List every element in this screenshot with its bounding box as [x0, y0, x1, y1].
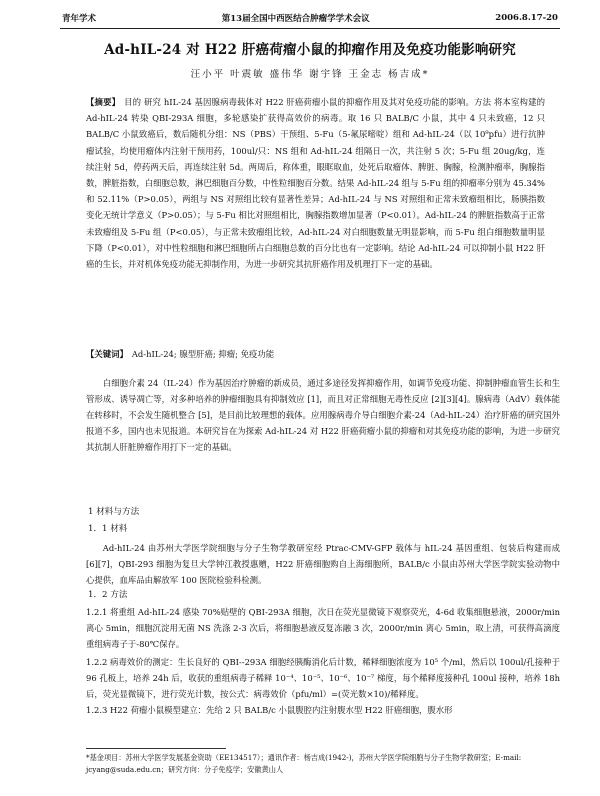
footnote: *基金项目：苏州大学医学发展基金资助（EE134517）；通讯作者：杨吉成(1942-)，苏州大学医学院细胞与分子生物学教研室；E-mail: jcyang@suda.edu.cn；研究方向：分子免疫学；安徽黄山人: [86, 753, 522, 774]
keywords: [86, 348, 545, 360]
method-paragraph-2: 1.2.2 病毒效价的测定：生长良好的 QBI--293A 细胞经胰酶消化后计数，稀释细胞浓度为 10⁵ 个/ml，然后以 100ul/孔接种于 96 孔板上，培养 24h 后，收获的重组病毒子稀释 10⁻⁴、10⁻⁵、10⁻⁶、10⁻⁷ 梯度，每个稀释度接种孔 100ul 接种，培养 18h 后，荧光显微镜下，进行荧光计数，按公式：病毒效价（pfu/ml）=(荧光数×10)/稀释度。: [86, 657, 560, 699]
author-list: 汪小平 叶震敏 盛伟华 谢宇锋 王金志 杨吉成*: [190, 69, 430, 80]
section-heading-methods: 1．2 方法: [88, 590, 128, 600]
section-heading-materials-methods: 1 材料与方法: [88, 507, 140, 517]
keywords-text: Ad-hIL-24; 腺型肝癌; 抑瘤; 免疫功能: [131, 349, 275, 359]
header-center: 第13届全国中西医结合肿瘤学学术会议: [221, 14, 370, 24]
paper-title: Ad-hIL-24 对 H22 肝癌荷瘤小鼠的抑瘤作用及免疫功能影响研究: [104, 42, 516, 58]
running-header: [62, 10, 558, 26]
header-divider: [60, 28, 560, 29]
method-paragraph-1: 1.2.1 将重组 Ad-hIL-24 感染 70%贴壁的 QBI-293A 细胞，次日在荧光显微镜下观察荧光，4-6d 收集细胞悬液，2000r/min 离心 5min，细胞沉淀用无菌 NS 洗涤 2-3 次后，将细胞悬液反复冻融 3 次，2000r/min 离心 5min，取上清，可获得高滴度重组病毒子于-80℃保存。: [86, 607, 560, 649]
section-heading-materials: 1．1 材料: [88, 524, 128, 534]
header-left: 青年学术: [62, 14, 97, 24]
abstract-label: 【摘要】: [86, 97, 121, 107]
footnote-divider: [86, 748, 226, 749]
introduction-paragraph: 白细胞介素 24（IL-24）作为基因治疗肿瘤的新成员，通过多途径发挥抑瘤作用，如调节免疫功能、抑制肿瘤血管生长和生管形成、诱导凋亡等，对多种培养的肿瘤细胞具有抑制效应 [1]，而且对正常细胞无毒性反应 [2][3][4]。腺病毒（AdV）载体能在转移时，不会发生随机整合 [5]，是目前比较理想的载体。应用腺病毒介导白细胞介素-24（Ad-hIL-24）治疗肝癌的研究国外报道不多，国内也未见报道。本研究旨在为探索 Ad-hIL-24 对 H22 肝癌荷瘤小鼠的抑瘤和对其免疫功能的影响，为进一步研究其抗制人肝脏肿瘤作用打下一定的基础。: [86, 378, 560, 452]
method-paragraph-3: 1.2.3 H22 荷瘤小鼠模型建立：先给 2 只 BALB/c 小鼠腹腔内注射腹水型 H22 肝癌细胞，腹水形: [86, 705, 453, 715]
keywords-label: 【关键词】: [86, 349, 128, 359]
materials-paragraph: Ad-hIL-24 由苏州大学医学院细胞与分子生物学教研室经 Ptrac-CMV-GFP 载体与 hIL-24 基因重组、包装后构建而成 [6][7]，QBI-293 细胞为复旦大学钟江教授惠赠，H22 肝癌细胞购自上海细胞所，BALB/c 小鼠由苏州大学医学院实验动物中心提供，血库品由解放军 100 医院检验科检测。: [86, 543, 560, 585]
abstract-text: 目的 研究 hIL-24 基因腺病毒载体对 H22 肝癌荷瘤小鼠的抑瘤作用及其对免疫功能的影响。方法 将本室构建的 Ad-hIL-24 转染 QBI-293A 细胞，多轮感染扩获得高效价的病毒。取 16 只 BALB/C 小鼠，其中 4 只未致癌，12 只 BALB/C 小鼠致癌后，数后随机分组：NS（PBS）干预组、5-Fu（5-氟尿嘧啶）组和 Ad-hIL-24（以 10⁹pfu）进行抗肿瘤试验，均使用瘤体内注射干预用药，100ul/只：NS 组和 Ad-hIL-24 组隔日一次，共注射 5 次；5-Fu 组 20ug/kg，连续注射 5d，停药两天后，再连续注射 5d。两周后，称体重，眼眶取血，处死后取瘤体、脾脏、胸腺，检测肿瘤率，胸腺指数，脾脏指数，白细胞总数，淋巴细胞百分数，中性粒细胞百分数。结果 Ad-hIL-24 组与 5-Fu 组的抑瘤率分别为 45.34%和 52.11%（P>0.05），两组与 NS 对照组比较有显著性差异；Ad-hIL-24 与 NS 对照组和正常未致瘤组相比，肠胰指数变化无统计学意义（P>0.05）；与 5-Fu 相比对照组相比，胸腺指数增加显著（P<0.01）。Ad-hIL-24 的脾脏指数高于正常未致瘤组及 5-Fu 组（P<0.05），与正常未致瘤组比较，Ad-hIL-24 对白细胞数量无明显影响，而 5-Fu 组白细胞数量明显下降（P<0.01），对中性粒细胞和淋巴细胞所占白细胞总数的百分比也有一定影响。结论 Ad-hIL-24 可以抑制小鼠 H22 肝癌的生长，并对机体免疫功能无抑制作用，为进一步研究其抗肝癌作用及机理打下一定的基础。: [86, 97, 546, 270]
abstract: [86, 94, 545, 272]
header-right: 2006.8.17-20: [495, 13, 558, 23]
